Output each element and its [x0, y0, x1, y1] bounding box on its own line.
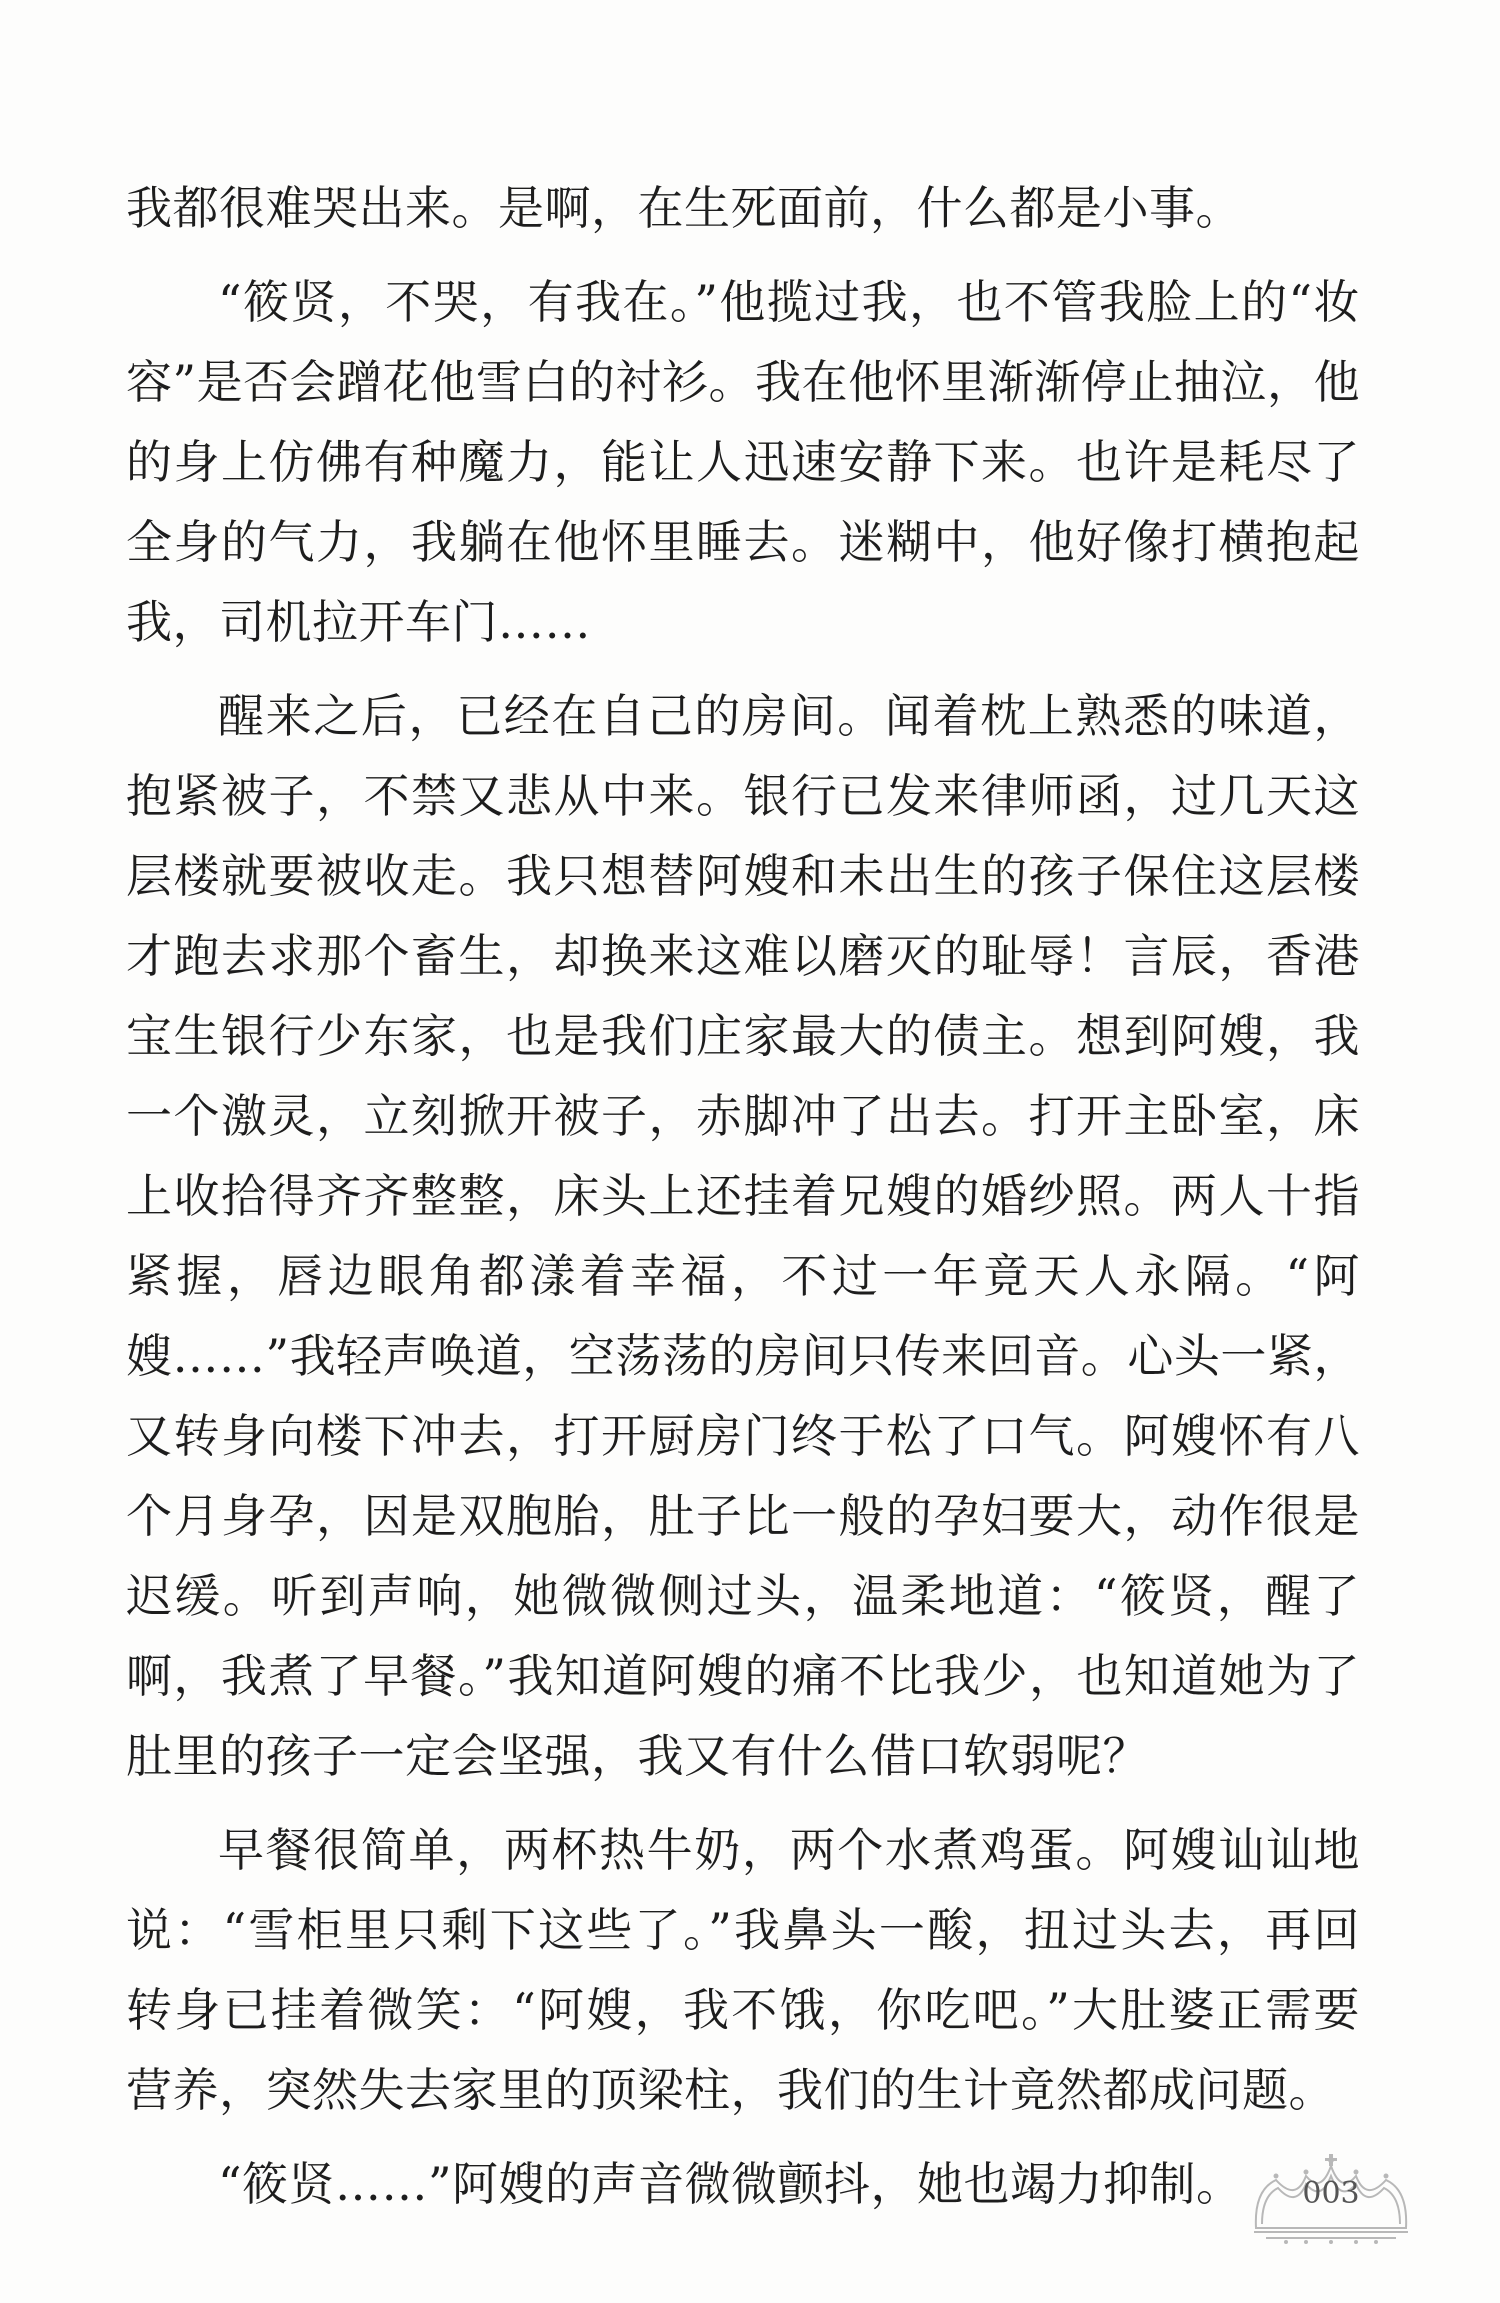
paragraph-5: “筱贤……”阿嫂的声音微微颤抖，她也竭力抑制。	[218, 2157, 1243, 2211]
paragraph-4: 早餐很简单，两杯热牛奶，两个水煮鸡蛋。阿嫂讪讪地说：“雪柜里只剩下这些了。”我鼻头一酸，扭过头去，再回转身已挂着微笑：“阿嫂，我不饿，你吃吧。”大肚婆正需要营养，突然失去家里的顶梁柱，我们的生计竟然都成问题。	[126, 1823, 1360, 2117]
paragraph-2: “筱贤，不哭，有我在。”他揽过我，也不管我脸上的“妆容”是否会蹭花他雪白的衬衫。我在他怀里渐渐停止抽泣，他的身上仿佛有种魔力，能让人迅速安静下来。也许是耗尽了全身的气力，我躺在他怀里睡去。迷糊中，他好像打横抱起我，司机拉开车门……	[126, 275, 1360, 649]
page-number: 003	[1302, 2176, 1360, 2211]
paragraph-1: 我都很难哭出来。是啊，在生死面前，什么都是小事。	[126, 181, 1242, 235]
paragraph-3: 醒来之后，已经在自己的房间。闻着枕上熟悉的味道，抱紧被子，不禁又悲从中来。银行已发来律师函，过几天这层楼就要被收走。我只想替阿嫂和未出生的孩子保住这层楼才跑去求那个畜生，却换来这难以磨灭的耻辱！言辰，香港宝生银行少东家，也是我们庄家最大的债主。想到阿嫂，我一个激灵，立刻掀开被子，赤脚冲了出去。打开主卧室，床上收拾得齐齐整整，床头上还挂着兄嫂的婚纱照。两人十指紧握，唇边眼角都漾着幸福，不过一年竟天人永隔。“阿嫂……”我轻声唤道，空荡荡的房间只传来回音。心头一紧，又转身向楼下冲去，打开厨房门终于松了口气。阿嫂怀有八个月身孕，因是双胞胎，肚子比一般的孕妇要大，动作很是迟缓。听到声响，她微微侧过头，温柔地道：“筱贤，醒了啊，我煮了早餐。”我知道阿嫂的痛不比我少，也知道她为了肚里的孩子一定会坚强，我又有什么借口软弱呢？	[126, 689, 1360, 1783]
body-text	[126, 168, 1360, 2238]
